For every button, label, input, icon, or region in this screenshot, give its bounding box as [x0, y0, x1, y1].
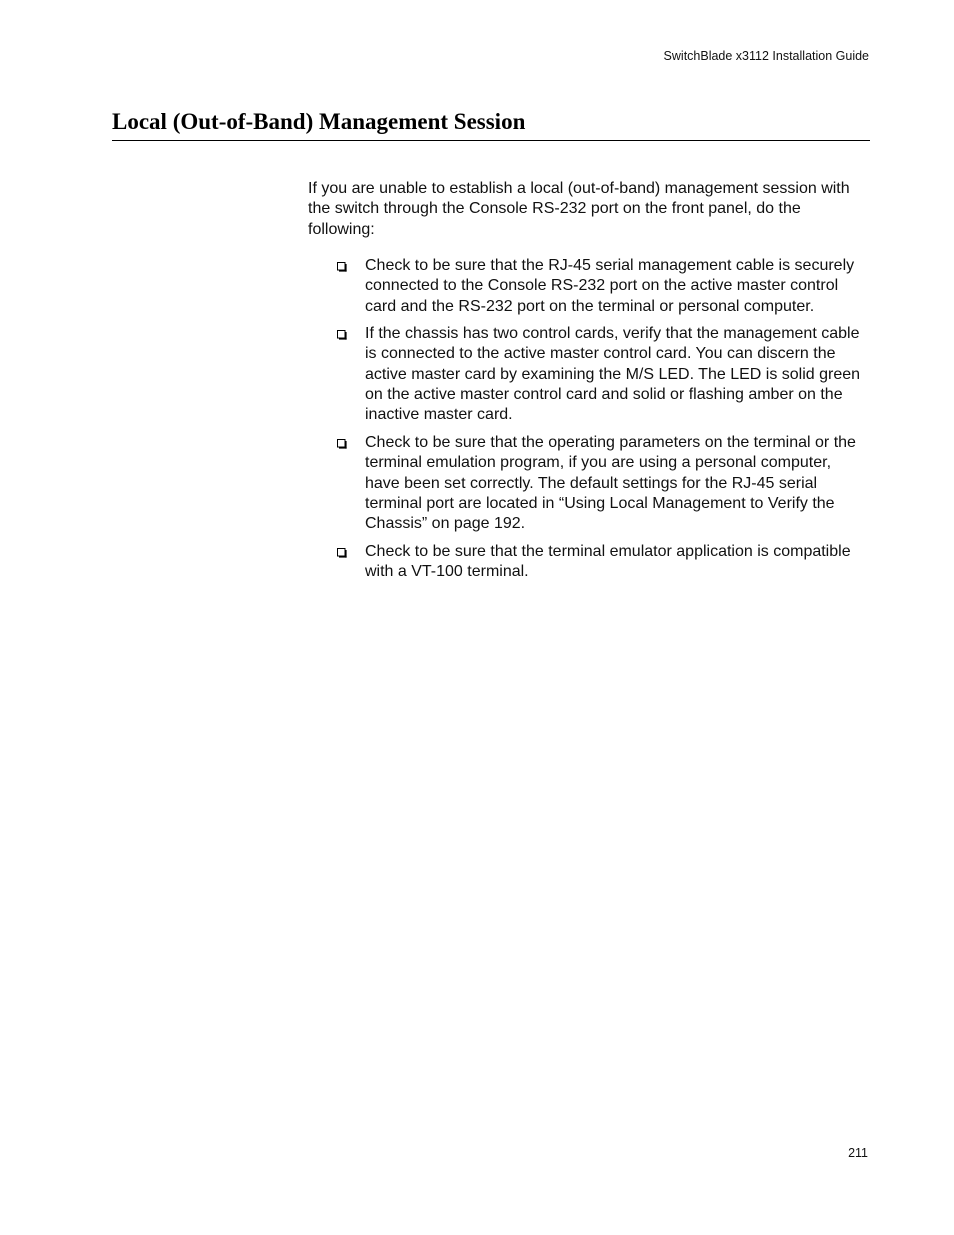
- intro-paragraph: If you are unable to establish a local (out-of-band) management session with the switch through the Console RS-232 port on the front panel, do the following:: [308, 180, 850, 238]
- list-item: [308, 324, 870, 425]
- list-item: [308, 433, 870, 534]
- section-title: Local (Out-of-Band) Management Session: [112, 109, 526, 134]
- checkbox-square-icon: [337, 330, 347, 340]
- list-item-text: If the chassis has two control cards, verify that the management cable is connected to the active master control card. You can discern the active master card by examining the M/S LED. The LED is solid green on the active master control card and solid or flashing amber on the inactive master card.: [365, 325, 861, 424]
- checkbox-square-icon: [337, 548, 347, 558]
- running-header: SwitchBlade x3112 Installation Guide: [663, 49, 869, 63]
- list-item-text: Check to be sure that the operating parameters on the terminal or the terminal emulation program, if you are using a personal computer, have been set correctly. The default settings for the RJ-45 serial terminal port are located in “Using Local Management to Verify the Chassis” on page 192.: [365, 433, 856, 533]
- title-divider: [112, 140, 870, 141]
- list-item: [308, 256, 870, 317]
- list-item-text: Check to be sure that the RJ-45 serial management cable is securely connected to the Console RS-232 port on the active master control card and the RS-232 port on the terminal or personal computer.: [365, 257, 855, 315]
- checkbox-square-icon: [337, 262, 347, 272]
- troubleshooting-list: [308, 256, 870, 590]
- list-item: [308, 542, 870, 583]
- page-number: 211: [848, 1146, 868, 1160]
- checkbox-square-icon: [337, 439, 347, 449]
- list-item-text: Check to be sure that the terminal emulator application is compatible with a VT-100 terminal.: [365, 542, 851, 581]
